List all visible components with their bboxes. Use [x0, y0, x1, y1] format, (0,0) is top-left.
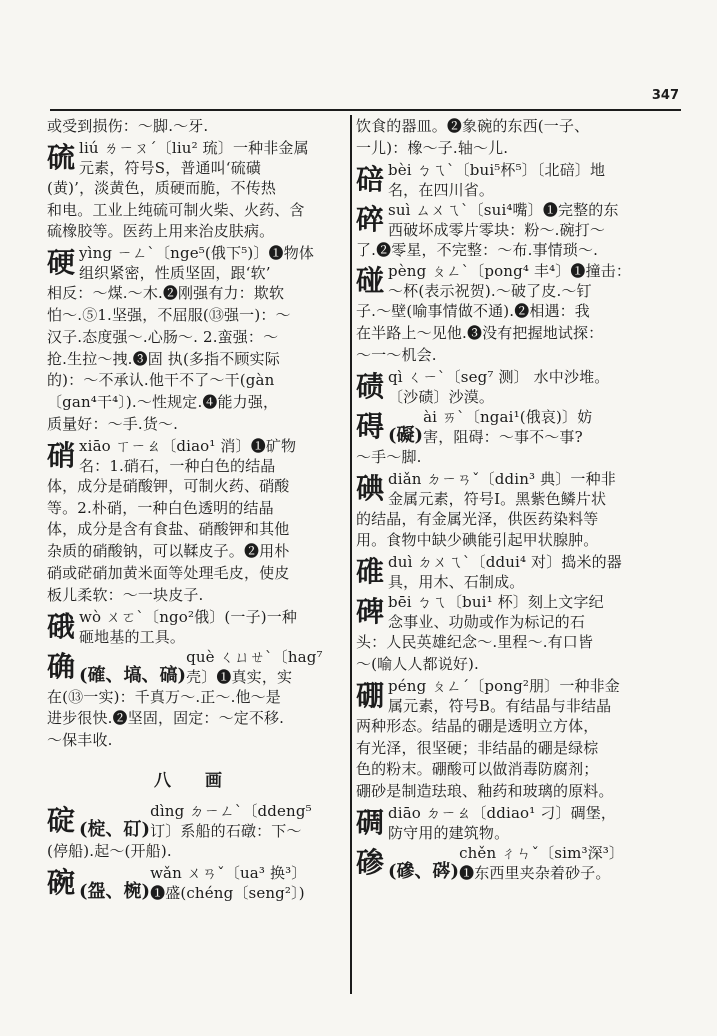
dictionary-entry	[47, 647, 343, 752]
entry-line: liú ㄌㄧㄡˊ〔liu² 琉〕一种非金属	[79, 138, 309, 157]
entry-line: suì ㄙㄨㄟˋ〔sui⁴嘴〕❶完整的东	[388, 200, 619, 219]
entry-line: 色的粉末。硼酸可以做消毒防腐剂；	[356, 760, 599, 779]
entry-head-row	[356, 803, 668, 843]
entry-line: 在半路上～见他.❸没有把握地试探：	[356, 324, 604, 343]
dictionary-entry	[356, 200, 668, 262]
entry-line: 名：1.硝石，一种白色的结晶	[79, 456, 276, 475]
entry-head-lines	[186, 647, 323, 687]
entry-head-lines	[388, 200, 619, 240]
entry-line: ài ㄞˋ〔ngai¹(俄哀)〕妨	[423, 407, 593, 426]
entry-line: qì ㄑㄧˋ〔seg⁷ 测〕 水中沙堆。	[388, 367, 610, 386]
column-divider	[350, 115, 352, 994]
entry-line: 的结晶，有金属光泽，供医药染料等	[356, 509, 599, 528]
dictionary-entry	[356, 367, 668, 407]
entry-line: 相反：～煤.～木.❷刚强有力：欺软	[47, 284, 285, 303]
entry-line: wò ㄨㄛˋ〔ngo²俄〕(一子)一种	[79, 607, 298, 626]
entry-variants: (確、塙、碻)	[79, 664, 187, 686]
entry-headword: 硬	[47, 246, 76, 280]
entry-line: 组织紧密，性质坚固，跟‘软’	[79, 264, 271, 283]
entry-line: 西破坏成零片零块：粉～.碗打～	[388, 220, 606, 239]
entry-head-lines	[388, 552, 622, 592]
entry-line: 在(⑬一实)：千真万～.正～.他～是	[47, 687, 281, 706]
entry-head-row	[356, 407, 668, 447]
entry-line: 和电。工业上纯硫可制火柴、火药、含	[47, 200, 305, 219]
entry-line: bēi ㄅㄟ〔bui¹ 杯〕刻上文字纪	[388, 593, 604, 612]
entry-line: 防守用的建筑物。	[388, 823, 510, 842]
entry-head-row	[47, 436, 343, 476]
dictionary-entry	[356, 552, 668, 592]
continuation-line: 饮食的器皿。❷象碗的东西(一子、	[356, 117, 590, 135]
entry-headword: 碍	[356, 409, 385, 443]
entry-line: 子.～壁(喻事情做不通).❷相遇：我	[356, 302, 590, 321]
dictionary-entry	[47, 436, 343, 607]
entry-line: ～(喻人人都说好).	[356, 654, 479, 673]
entry-line: pèng ㄆㄥˋ〔pong⁴ 丰⁴〕❶撞击：	[388, 262, 632, 281]
entry-line: wǎn ㄨㄢˇ〔ua³ 换³〕	[150, 863, 307, 882]
entry-line: bèi ㄅㄟˋ〔bui⁵杯⁵〕〔北碚〕地	[388, 160, 606, 179]
entry-line: 元素，符号S，普通叫‘硫磺	[79, 158, 262, 177]
dictionary-entry	[356, 803, 668, 843]
entry-headword: 确	[47, 649, 76, 683]
entry-line: 金属元素，符号I。黑紫色鳞片状	[388, 489, 607, 508]
entry-head-lines	[388, 261, 631, 301]
entry-headword: 碉	[356, 805, 385, 839]
dictionary-entry	[47, 863, 343, 903]
left-column	[47, 116, 343, 903]
entry-head-row	[47, 863, 343, 903]
entry-head-lines	[388, 160, 605, 200]
entry-headword: 碛	[356, 369, 385, 403]
entry-line: 进步很快.❷坚固，固定：～定不移.	[47, 709, 285, 728]
entry-head-lines	[388, 469, 616, 509]
entry-head-lines	[150, 863, 306, 903]
entry-headword: 碇	[47, 803, 76, 837]
entry-variants: (盌、椀)	[79, 880, 151, 902]
entry-line: 体，成分是硝酸钾，可制火药、硝酸	[47, 476, 290, 495]
dictionary-entry	[356, 160, 668, 200]
entry-line: (停船).起～(开船).	[47, 841, 172, 860]
entry-head-row	[47, 243, 343, 283]
dictionary-entry	[356, 676, 668, 803]
entry-line: ～保丰收.	[47, 731, 113, 750]
entry-head-row	[47, 647, 343, 687]
entry-head-lines	[79, 436, 296, 476]
continuation-line: 一儿)：橡～子.轴～儿.	[356, 138, 509, 157]
entry-head-lines	[388, 803, 616, 843]
entry-variants: (磣、硶)	[388, 860, 460, 882]
entry-headword: 碎	[356, 202, 385, 236]
entry-head-lines	[150, 801, 312, 841]
header-rule	[50, 109, 681, 111]
entry-headword: 碑	[356, 595, 385, 629]
entry-line: 念事业、功勋或作为标记的石	[388, 613, 585, 632]
entry-line: 了.❷零星，不完整：～布.事情琐～.	[356, 240, 599, 259]
entry-headword: 硪	[47, 609, 76, 643]
entry-line: ❶盛(chéng〔seng²〕)	[150, 883, 305, 902]
dictionary-entry	[356, 469, 668, 553]
entry-head-lines	[459, 843, 624, 883]
dictionary-entry	[47, 243, 343, 436]
entry-head-lines	[388, 592, 604, 632]
entry-headword: 碗	[47, 865, 76, 899]
entry-line: diāo ㄉㄧㄠ〔ddiao¹ 刁〕碉堡，	[388, 803, 617, 822]
entry-line: chěn ㄔㄣˇ〔sim³深³〕	[459, 843, 625, 862]
dictionary-entry	[47, 607, 343, 647]
entry-head-row	[356, 469, 668, 509]
entry-line: 硝或硭硝加黄米面等处理毛皮，使皮	[47, 563, 290, 582]
section-heading: 八 画	[154, 770, 236, 791]
entry-head-row	[47, 607, 343, 647]
entry-line: 杂质的硝酸钠，可以鞣皮子。❷用朴	[47, 542, 290, 561]
entry-line: péng ㄆㄥˊ〔pong²朋〕一种非金	[388, 676, 620, 695]
entry-head-row	[356, 367, 668, 407]
dictionary-entry	[356, 843, 668, 883]
entry-line: 体，成分是含有食盐、硝酸钾和其他	[47, 520, 290, 539]
entry-head-row	[356, 592, 668, 632]
page-number: 347	[651, 88, 679, 103]
entry-head-row	[356, 843, 668, 883]
entry-line: 名，在四川省。	[388, 180, 495, 199]
entry-line: dìng ㄉㄧㄥˋ〔ddeng⁵	[150, 801, 312, 820]
entry-headword: 硝	[47, 438, 76, 472]
entry-line: xiāo ㄒㄧㄠ〔diao¹ 消〕❶矿物	[79, 436, 297, 455]
entry-head-row	[356, 676, 668, 716]
entry-headword: 碜	[356, 845, 385, 879]
entry-line: yìng ㄧㄥˋ〔nge⁵(俄下⁵)〕❶物体	[79, 244, 314, 263]
entry-line: ～杯(表示祝贺).～破了皮.～钉	[388, 282, 592, 301]
entry-line: ～手～脚.	[356, 447, 422, 466]
dictionary-entry	[47, 801, 343, 863]
entry-line: 用。食物中缺少碘能引起甲状腺肿。	[356, 531, 599, 550]
entry-line: 两种形态。结晶的硼是透明立方体，	[356, 716, 599, 735]
entry-line: 〔沙碛〕沙漠。	[388, 387, 495, 406]
entry-line: ～一～机会.	[356, 345, 437, 364]
dictionary-entry	[356, 407, 668, 469]
dictionary-entry	[47, 138, 343, 243]
continuation-line: 或受到损伤：～脚.～牙.	[47, 117, 209, 135]
right-column	[356, 116, 668, 883]
entry-headword: 碘	[356, 471, 385, 505]
entry-headword: 碰	[356, 264, 385, 298]
entry-variants: (礙)	[388, 424, 424, 446]
entry-headword: 硼	[356, 678, 385, 712]
entry-line: 属元素，符号B。有结晶与非结晶	[388, 696, 612, 715]
entry-head-lines	[79, 243, 314, 283]
dictionary-entry	[356, 261, 668, 366]
entry-head-lines	[388, 367, 609, 407]
entry-head-row	[47, 801, 343, 841]
entry-head-row	[356, 261, 668, 301]
entry-head-row	[356, 200, 668, 240]
entry-variants: (椗、矴)	[79, 818, 151, 840]
entry-head-lines	[79, 138, 309, 178]
entry-line: diǎn ㄉㄧㄢˇ〔ddin³ 典〕一种非	[388, 469, 616, 488]
entry-line: 硫橡胶等。医药上用来治皮肤病。	[47, 222, 275, 241]
entry-line: 板儿柔软：～一块皮子.	[47, 585, 204, 604]
entry-line: ❶东西里夹杂着砂子。	[459, 863, 611, 882]
entry-line: 头：人民英雄纪念～.里程～.有口皆	[356, 633, 594, 652]
entry-line: 订〕系船的石礅：下～	[150, 821, 302, 840]
entry-line: 汉子.态度强～.心肠～. 2.蛮强：～	[47, 327, 279, 346]
entry-line: 害，阻碍：～事不～事?	[423, 427, 583, 446]
entry-line: 质量好：～手.货～.	[47, 414, 179, 433]
entry-head-lines	[79, 607, 297, 647]
entry-line: 砸地基的工具。	[79, 627, 186, 646]
entry-headword: 碚	[356, 162, 385, 196]
entry-line: 〔gan⁴干⁴〕).～性规定.❹能力强，	[47, 393, 279, 412]
entry-line: 壳〕❶真实，实	[186, 667, 293, 686]
entry-line: 抢.生拉～拽.❸固 执(多指不顾实际	[47, 349, 280, 368]
entry-headword: 碓	[356, 555, 385, 589]
entry-head-row	[356, 160, 668, 200]
entry-line: (黄)’，淡黄色，质硬而脆，不传热	[47, 178, 277, 197]
entry-line: 怕～.⑤1.坚强，不屈服(⑬强一)：～	[47, 305, 291, 324]
dictionary-entry	[356, 592, 668, 676]
entry-line: 等。2.朴硝，一种白色透明的结晶	[47, 498, 274, 517]
entry-line: què ㄑㄩㄝˋ〔hag⁷	[186, 647, 323, 666]
entry-line: 具，用木、石制成。	[388, 573, 525, 592]
entry-head-row	[47, 138, 343, 178]
entry-head-row	[356, 552, 668, 592]
entry-head-lines	[423, 407, 592, 447]
entry-line: 硼砂是制造珐琅、釉药和玻璃的原料。	[356, 782, 614, 801]
entry-headword: 硫	[47, 140, 76, 174]
entry-head-lines	[388, 676, 620, 716]
entry-line: 有光泽，很坚硬；非结晶的硼是绿棕	[356, 738, 599, 757]
entry-line: 的)：～不承认.他干不了～干(gàn	[47, 371, 275, 390]
entry-line: duì ㄉㄨㄟˋ〔ddui⁴ 对〕捣米的器	[388, 553, 622, 572]
